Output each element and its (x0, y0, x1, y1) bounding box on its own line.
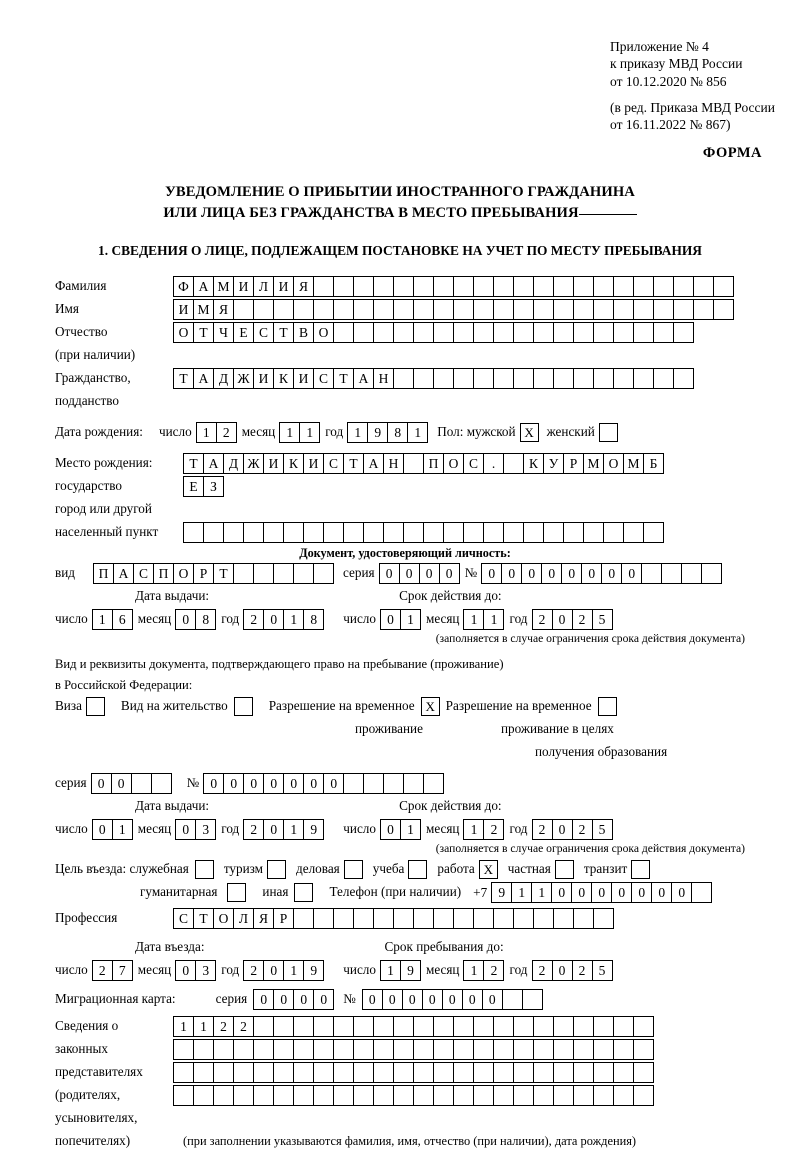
doc-issue-month-label: месяц (137, 611, 172, 627)
edu-residence-sublabel-2: получения образования (535, 744, 668, 760)
edu-residence-label: Разрешение на временное (445, 698, 592, 714)
temp-residence-checkbox[interactable]: Х (421, 697, 440, 716)
patronymic-sublabel: (при наличии) (55, 347, 136, 363)
doc-issue-month-input[interactable]: 0 8 (175, 609, 215, 630)
doc-issue-day-input[interactable]: 1 6 (92, 609, 132, 630)
purpose-humanitarian-label: гуманитарная (140, 884, 218, 900)
row-legal-rep-4 (55, 1085, 755, 1106)
doc-valid-until-label: Срок действия до: (399, 588, 502, 604)
purpose-transit-checkbox[interactable] (631, 860, 650, 879)
sex-male-checkbox[interactable]: Х (520, 423, 539, 442)
row-birthplace (55, 453, 755, 474)
row-surname (55, 276, 755, 297)
sex-male-label: Пол: мужской (437, 424, 516, 440)
stay-year-label: год (509, 962, 528, 978)
doc-type-input[interactable]: П А С П О Р Т (93, 563, 333, 584)
surname-input[interactable]: Ф А М И Л И Я (173, 276, 733, 297)
birthplace-input-row2[interactable]: Е З (183, 476, 223, 497)
birthplace-city-label: город или другой (55, 501, 152, 517)
purpose-tourism-label: туризм (223, 861, 264, 877)
row-citizenship (55, 368, 755, 389)
phone-prefix: +7 (473, 884, 488, 900)
title-line-1: УВЕДОМЛЕНИЕ О ПРИБЫТИИ ИНОСТРАННОГО ГРАЖДАНИНА (165, 184, 635, 200)
title-line-2: ИЛИ ЛИЦА БЕЗ ГРАЖДАНСТВА В МЕСТО ПРЕБЫВАНИЯ (163, 204, 579, 221)
migration-series-input[interactable]: 0 0 0 0 (253, 989, 333, 1010)
row-legal-rep-5 (55, 1108, 755, 1129)
doc-series-label: серия (343, 565, 375, 581)
permit-limit-note: (заполняется в случае ограничения срока действия документа) (435, 842, 745, 855)
visa-label: Виза (55, 698, 82, 714)
purpose-work-checkbox[interactable]: Х (479, 860, 498, 879)
doc-valid-month-input[interactable]: 1 1 (463, 609, 503, 630)
permit-number-label: № (186, 775, 200, 791)
birthplace-state-label: государство (55, 478, 122, 494)
birthplace-settlement-label: населенный пункт (55, 524, 159, 540)
doc-valid-month-label: месяц (425, 611, 460, 627)
purpose-private-label: частная (507, 861, 551, 877)
row-legal-rep-6 (55, 1131, 755, 1152)
profession-input[interactable]: С Т О Л Я Р (173, 908, 613, 929)
doc-valid-day-label: число (343, 611, 376, 627)
entry-day-label: число (55, 962, 88, 978)
legal-rep-label-6: попечителях) (55, 1133, 131, 1149)
header-line-1: Приложение № 4 (610, 39, 709, 54)
stay-day-input[interactable]: 1 9 (380, 960, 420, 981)
entry-month-label: месяц (137, 962, 172, 978)
birth-date-label: Дата рождения: (55, 424, 143, 440)
phone-label: Телефон (при наличии) (329, 884, 462, 900)
title-blank-line (579, 214, 637, 215)
edu-residence-sublabel-1: проживание в целях (500, 721, 614, 737)
header-line-2: к приказу МВД России (610, 56, 743, 72)
profession-label: Профессия (55, 910, 118, 926)
row-entry-dates (55, 960, 755, 981)
entry-day-input[interactable]: 2 7 (92, 960, 132, 981)
visa-checkbox[interactable] (86, 697, 105, 716)
document-header (610, 38, 775, 133)
stay-month-input[interactable]: 1 2 (463, 960, 503, 981)
doc-issue-date-label: Дата выдачи: (135, 588, 210, 604)
residence-permit-label: Вид на жительство (120, 698, 228, 714)
permit-note-line2: в Российской Федерации: (55, 678, 193, 692)
purpose-other-checkbox[interactable] (294, 883, 313, 902)
edu-residence-checkbox[interactable] (598, 697, 617, 716)
row-profession (55, 908, 755, 929)
row-permit-sublabels-1 (55, 719, 755, 740)
doc-series-input[interactable]: 0 0 0 0 (379, 563, 459, 584)
identity-doc-note: Документ, удостоверяющий личность: (299, 546, 511, 560)
row-legal-rep-1 (55, 1016, 755, 1037)
residence-permit-checkbox[interactable] (234, 697, 253, 716)
row-doc-type (55, 563, 755, 584)
purpose-business-checkbox[interactable] (344, 860, 363, 879)
row-entry-dates-labels (55, 937, 755, 958)
permit-note-line1: Вид и реквизиты документа, подтверждающего право на пребывание (проживание) (55, 657, 504, 671)
doc-number-label: № (464, 565, 478, 581)
citizenship-sublabel: подданство (55, 393, 119, 409)
row-patronymic-note (55, 345, 755, 366)
stay-year-input[interactable]: 2 0 2 5 (532, 960, 612, 981)
row-doc-dates-labels (55, 586, 755, 607)
permit-valid-month-input[interactable]: 1 2 (463, 819, 503, 840)
legal-rep-input-row4[interactable] (173, 1085, 653, 1106)
entry-date-label: Дата въезда: (135, 939, 205, 955)
name-input[interactable]: И М Я (173, 299, 733, 320)
doc-valid-year-label: год (509, 611, 528, 627)
sex-female-checkbox[interactable] (599, 423, 618, 442)
legal-rep-label-2: законных (55, 1041, 108, 1057)
permit-valid-day-label: число (343, 821, 376, 837)
patronymic-input[interactable]: О Т Ч Е С Т В О (173, 322, 693, 343)
row-legal-rep-3 (55, 1062, 755, 1083)
permit-valid-year-label: год (509, 821, 528, 837)
purpose-service-checkbox[interactable] (195, 860, 214, 879)
row-name (55, 299, 755, 320)
doc-issue-day-label: число (55, 611, 88, 627)
doc-issue-year-label: год (221, 611, 240, 627)
row-migration-card (55, 989, 755, 1010)
permit-number-input[interactable]: 0 0 0 0 0 0 0 (203, 773, 443, 794)
permit-series-label: серия (55, 775, 87, 791)
row-purpose-2 (55, 882, 755, 903)
row-permit-checkboxes (55, 696, 755, 717)
birth-month-input[interactable]: 1 1 (279, 422, 319, 443)
migration-number-label: № (343, 991, 356, 1007)
purpose-study-label: учеба (372, 861, 405, 877)
row-purpose (55, 859, 755, 880)
migration-number-input[interactable]: 0 0 0 0 0 0 0 (362, 989, 542, 1010)
legal-rep-input-row3[interactable] (173, 1062, 653, 1083)
birth-day-label: число (158, 424, 192, 440)
purpose-other-label: иная (262, 884, 289, 900)
citizenship-label: Гражданство, (55, 370, 131, 386)
name-label: Имя (55, 301, 79, 317)
permit-issue-year-input[interactable]: 2 0 1 9 (243, 819, 323, 840)
citizenship-input[interactable]: Т А Д Ж И К И С Т А Н (173, 368, 693, 389)
row-patronymic (55, 322, 755, 343)
permit-issue-month-input[interactable]: 0 3 (175, 819, 215, 840)
row-birthplace-settlement (55, 522, 755, 543)
purpose-work-label: работа (437, 861, 475, 877)
purpose-tourism-checkbox[interactable] (267, 860, 286, 879)
permit-issue-year-label: год (221, 821, 240, 837)
doc-limit-note: (заполняется в случае ограничения срока действия документа) (435, 632, 745, 645)
birth-month-label: месяц (241, 424, 276, 440)
legal-rep-label-5: усыновителях, (55, 1110, 138, 1126)
entry-month-input[interactable]: 0 3 (175, 960, 215, 981)
section-1-title: 1. СВЕДЕНИЯ О ЛИЦЕ, ПОДЛЕЖАЩЕМ ПОСТАНОВКЕ НА УЧЕТ ПО МЕСТУ ПРЕБЫВАНИЯ (98, 243, 702, 258)
doc-valid-day-input[interactable]: 0 1 (380, 609, 420, 630)
purpose-transit-label: транзит (583, 861, 628, 877)
purpose-business-label: деловая (296, 861, 340, 877)
birthplace-label: Место рождения: (55, 455, 153, 471)
header-line-3: от 10.12.2020 № 856 (610, 73, 727, 89)
permit-series-input[interactable]: 0 0 (91, 773, 171, 794)
permit-valid-until-label: Срок действия до: (399, 798, 502, 814)
phone-input[interactable]: 9 1 1 0 0 0 0 0 0 0 (491, 882, 711, 903)
form-body (55, 276, 755, 1154)
doc-type-label: вид (55, 565, 75, 581)
stay-until-label: Срок пребывания до: (384, 939, 504, 955)
temp-residence-sublabel: проживание (355, 721, 423, 737)
stay-day-label: число (343, 962, 376, 978)
row-permit-sublabels-2 (55, 742, 755, 763)
legal-rep-bottom-note: (при заполнении указываются фамилия, имя, отчество (при наличии), дата рождения) (183, 1133, 637, 1148)
row-citizenship-note (55, 391, 755, 412)
row-permit-series (55, 773, 755, 794)
birth-year-input[interactable]: 1 9 8 1 (347, 422, 427, 443)
birth-year-label: год (325, 424, 344, 440)
migration-card-label: Миграционная карта: (55, 991, 176, 1007)
legal-rep-input-row2[interactable] (173, 1039, 653, 1060)
purpose-humanitarian-checkbox[interactable] (227, 883, 246, 902)
permit-issue-day-label: число (55, 821, 88, 837)
temp-residence-label: Разрешение на временное (268, 698, 415, 714)
doc-issue-year-input[interactable]: 2 0 1 8 (243, 609, 323, 630)
permit-issue-date-label: Дата выдачи: (135, 798, 210, 814)
permit-valid-year-input[interactable]: 2 0 2 5 (532, 819, 612, 840)
entry-year-input[interactable]: 2 0 1 9 (243, 960, 323, 981)
patronymic-label: Отчество (55, 324, 108, 340)
permit-issue-month-label: месяц (137, 821, 172, 837)
migration-series-label: серия (215, 991, 248, 1007)
row-permit-dates-labels (55, 796, 755, 817)
entry-year-label: год (221, 962, 240, 978)
legal-rep-label-1: Сведения о (55, 1018, 119, 1034)
birth-day-input[interactable]: 1 2 (196, 422, 236, 443)
purpose-private-checkbox[interactable] (555, 860, 574, 879)
permit-valid-month-label: месяц (425, 821, 460, 837)
permit-valid-day-input[interactable]: 0 1 (380, 819, 420, 840)
row-doc-dates (55, 609, 755, 630)
row-permit-dates (55, 819, 755, 840)
purpose-label: Цель въезда: служебная (55, 861, 189, 877)
row-birth-date (55, 422, 755, 443)
birthplace-input-row1[interactable]: Т А Д Ж И К И С Т А Н П О С . К У Р М О М Б (183, 453, 663, 474)
page-title (0, 182, 800, 223)
legal-rep-label-3: представителях (55, 1064, 143, 1080)
birthplace-input-row3[interactable] (183, 522, 663, 543)
forma-label: ФОРМА (702, 145, 762, 161)
doc-valid-year-input[interactable]: 2 0 2 5 (532, 609, 612, 630)
header-line-5: от 16.11.2022 № 867) (610, 117, 731, 133)
sex-female-label: женский (546, 424, 595, 440)
doc-number-input[interactable]: 0 0 0 0 0 0 0 0 (481, 563, 721, 584)
surname-label: Фамилия (55, 278, 107, 294)
row-birthplace-city (55, 499, 755, 520)
header-line-4: (в ред. Приказа МВД России (610, 99, 775, 115)
row-legal-rep-2 (55, 1039, 755, 1060)
stay-month-label: месяц (425, 962, 460, 978)
legal-rep-label-4: (родителях, (55, 1087, 121, 1103)
legal-rep-input-row1[interactable]: 1 1 2 2 (173, 1016, 653, 1037)
permit-issue-day-input[interactable]: 0 1 (92, 819, 132, 840)
row-birthplace-state (55, 476, 755, 497)
purpose-study-checkbox[interactable] (408, 860, 427, 879)
